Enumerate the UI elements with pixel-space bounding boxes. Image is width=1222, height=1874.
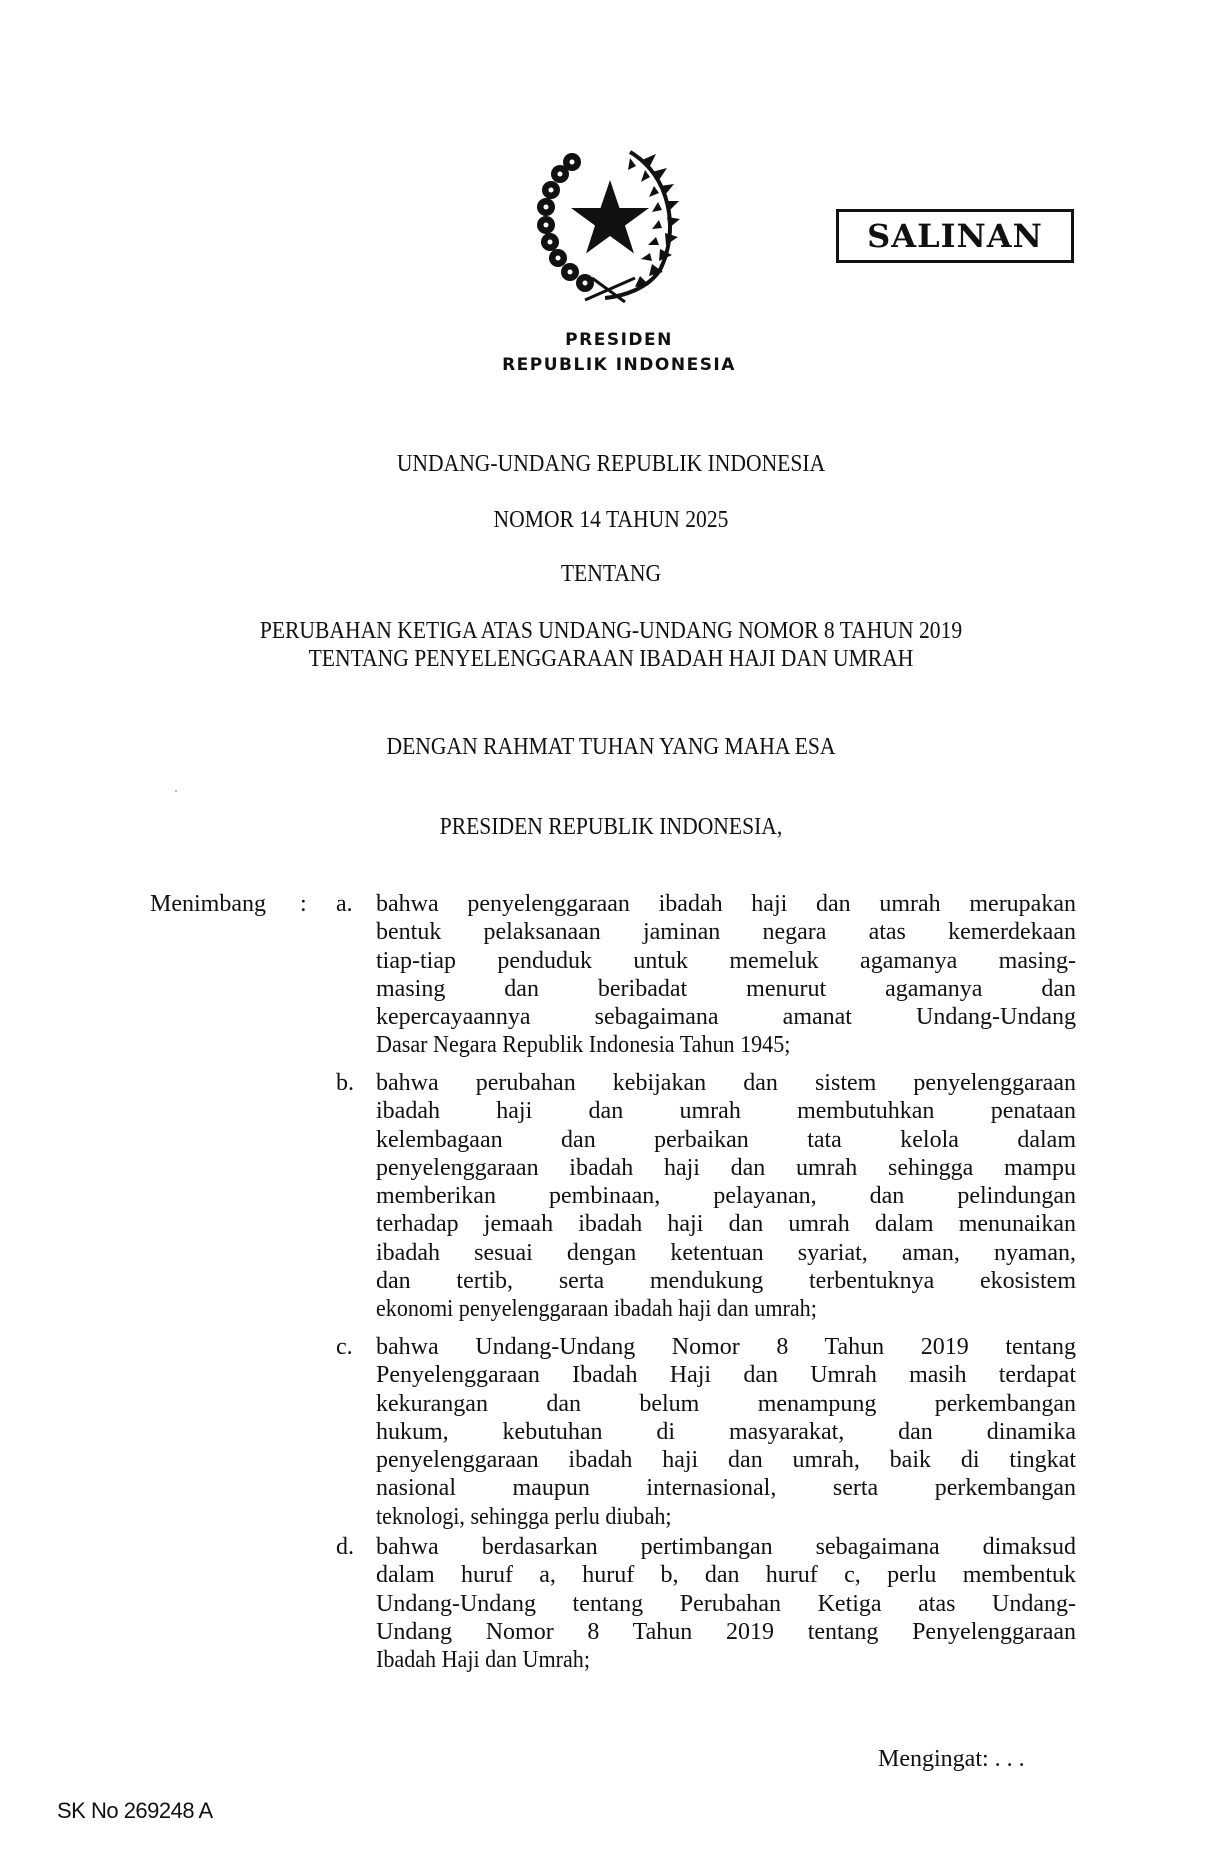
clause-text bbox=[376, 1333, 1076, 1531]
clause-letter: c. bbox=[336, 1334, 353, 1360]
clause-line: hukum, kebutuhan di masyarakat, dan dinamika bbox=[376, 1418, 1076, 1445]
clause-text bbox=[376, 1069, 1076, 1324]
issuer-heading: PRESIDEN REPUBLIK INDONESIA, bbox=[439, 814, 783, 840]
clause-line: Penyelenggaraan Ibadah Haji dan Umrah masih terdapat bbox=[376, 1362, 1076, 1389]
clause-line: memberikan pembinaan, pelayanan, dan pelindungan bbox=[376, 1183, 1076, 1210]
clause-line: penyelenggaraan ibadah haji dan umrah, baik di tingkat bbox=[376, 1447, 1076, 1474]
clause-line: dan tertib, serta mendukung terbentuknya ekosistem bbox=[376, 1268, 1076, 1295]
law-subject-line-2: TENTANG PENYELENGGARAAN IBADAH HAJI DAN UMRAH bbox=[308, 646, 914, 672]
clause-line: ibadah haji dan umrah membutuhkan penataan bbox=[376, 1098, 1076, 1125]
scan-speck bbox=[175, 790, 177, 792]
clause-c bbox=[336, 1333, 1076, 1531]
clause-line: nasional maupun internasional, serta perkembangan bbox=[376, 1475, 1076, 1502]
clause-line: terhadap jemaah ibadah haji dan umrah dalam menunaikan bbox=[376, 1211, 1076, 1238]
menimbang-colon: : bbox=[300, 891, 307, 917]
menimbang-label: Menimbang bbox=[150, 891, 266, 917]
clause-line: bentuk pelaksanaan jaminan negara atas kemerdekaan bbox=[376, 919, 1076, 946]
clause-a bbox=[336, 890, 1076, 1060]
clause-line: dalam huruf a, huruf b, dan huruf c, perlu membentuk bbox=[376, 1562, 1076, 1589]
clause-line: bahwa Undang-Undang Nomor 8 Tahun 2019 tentang bbox=[376, 1334, 1076, 1360]
clause-line: kelembagaan dan perbaikan tata kelola dalam bbox=[376, 1126, 1076, 1153]
clause-line: Dasar Negara Republik Indonesia Tahun 1945; bbox=[376, 1032, 791, 1059]
clause-b bbox=[336, 1069, 1076, 1324]
clause-line: Undang-Undang tentang Perubahan Ketiga atas Undang- bbox=[376, 1590, 1076, 1617]
law-type-heading: UNDANG-UNDANG REPUBLIK INDONESIA bbox=[396, 451, 826, 477]
clause-letter: a. bbox=[336, 891, 353, 917]
tentang-heading: TENTANG bbox=[560, 561, 662, 587]
clause-line: penyelenggaraan ibadah haji dan umrah sehingga mampu bbox=[376, 1154, 1076, 1181]
clause-line: bahwa berdasarkan pertimbangan sebagaimana dimaksud bbox=[376, 1534, 1076, 1560]
header-presiden: PRESIDEN bbox=[565, 330, 673, 350]
clause-line: ekonomi penyelenggaraan ibadah haji dan umrah; bbox=[376, 1296, 817, 1323]
clause-line: teknologi, sehingga perlu diubah; bbox=[376, 1503, 672, 1530]
clause-text bbox=[376, 1533, 1076, 1674]
clause-text bbox=[376, 890, 1076, 1060]
invocation-heading: DENGAN RAHMAT TUHAN YANG MAHA ESA bbox=[386, 734, 836, 760]
clause-letter: b. bbox=[336, 1070, 354, 1096]
clause-line: masing dan beribadat menurut agamanya dan bbox=[376, 975, 1076, 1002]
clause-line: kekurangan dan belum menampung perkembangan bbox=[376, 1390, 1076, 1417]
clause-line: bahwa penyelenggaraan ibadah haji dan umrah merupakan bbox=[376, 891, 1076, 917]
law-subject-line-1: PERUBAHAN KETIGA ATAS UNDANG-UNDANG NOMOR 8 TAHUN 2019 bbox=[259, 618, 963, 644]
clause-letter: d. bbox=[336, 1534, 354, 1560]
law-number-heading: NOMOR 14 TAHUN 2025 bbox=[493, 507, 729, 533]
sk-number: SK No 269248 A bbox=[57, 1798, 213, 1823]
clause-line: tiap-tiap penduduk untuk memeluk agamanya masing- bbox=[376, 947, 1076, 974]
clause-d bbox=[336, 1533, 1076, 1674]
clause-line: Undang Nomor 8 Tahun 2019 tentang Penyelenggaraan bbox=[376, 1618, 1076, 1645]
continuation-marker: Mengingat: . . . bbox=[878, 1746, 1025, 1772]
clause-line: kepercayaannya sebagaimana amanat Undang-Undang bbox=[376, 1004, 1076, 1031]
salinan-stamp: SALINAN bbox=[836, 209, 1074, 263]
clause-line: Ibadah Haji dan Umrah; bbox=[376, 1647, 590, 1674]
header-republik-indonesia: REPUBLIK INDONESIA bbox=[502, 355, 736, 375]
clause-line: ibadah sesuai dengan ketentuan syariat, aman, nyaman, bbox=[376, 1239, 1076, 1266]
presidential-seal-icon bbox=[530, 140, 690, 305]
clause-line: bahwa perubahan kebijakan dan sistem penyelenggaraan bbox=[376, 1070, 1076, 1096]
